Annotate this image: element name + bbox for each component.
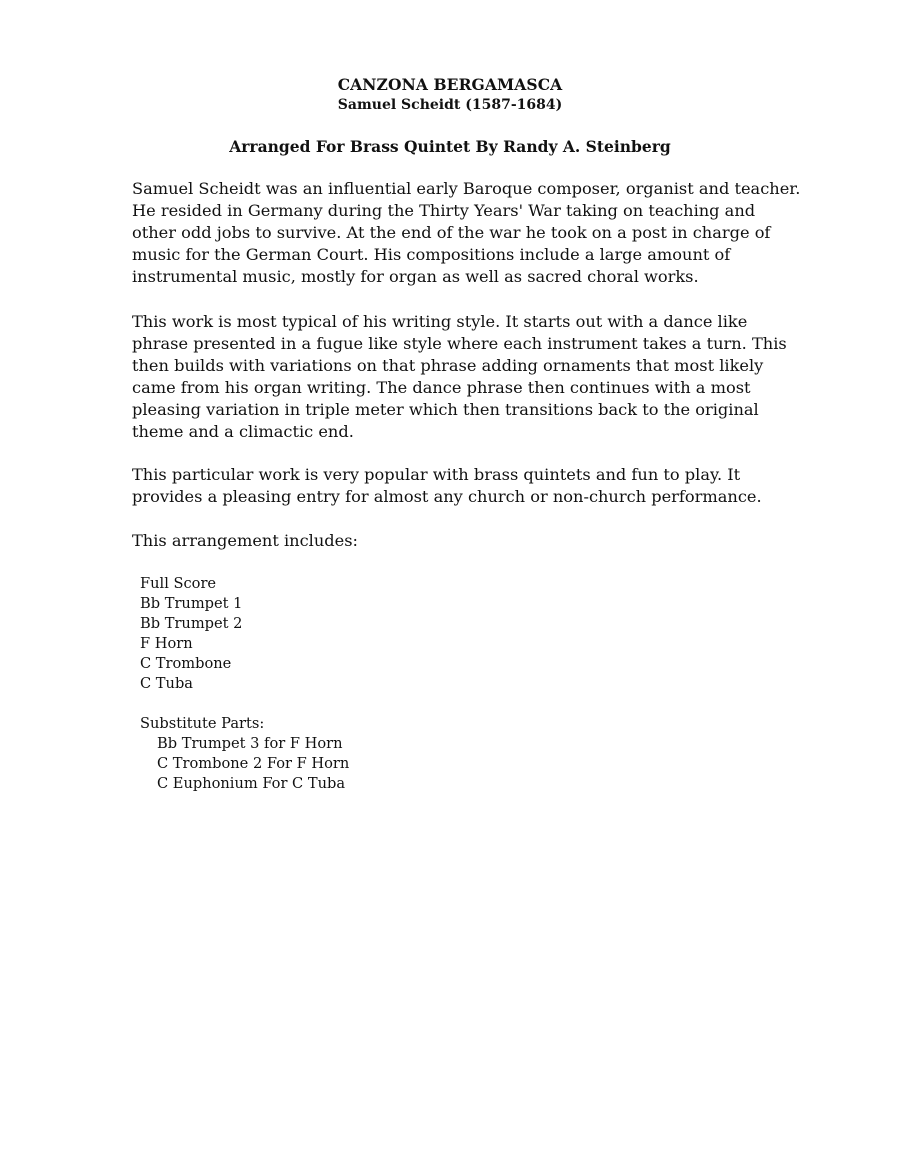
- list-item: C Euphonium For C Tuba: [157, 775, 346, 792]
- substitute-parts-list: [157, 734, 349, 794]
- list-item: Bb Trumpet 3 for F Horn: [157, 735, 343, 752]
- list-item: C Tuba: [140, 675, 193, 692]
- list-item: C Trombone: [140, 655, 232, 672]
- parts-list: [140, 574, 242, 694]
- composer-line: Samuel Scheidt (1587-1684): [337, 97, 563, 113]
- list-item: Bb Trumpet 2: [140, 615, 243, 632]
- paragraph-popularity: This particular work is very popular with brass quintets and fun to play. It provides a pleasing entry for almost any church or non-church performance.: [132, 465, 762, 506]
- list-item: F Horn: [140, 635, 193, 652]
- list-item: Bb Trumpet 1: [140, 595, 243, 612]
- paragraph-biography: Samuel Scheidt was an influential early Baroque composer, organist and teacher. He resided in Germany during the Thirty Years' War taking on teaching and other odd jobs to survive. At the end of the war he took on a post in charge of music for the German Court. His compositions include a large amount of instrumental music, mostly for organ as well as sacred choral works.: [132, 179, 801, 286]
- paragraph-includes-intro: This arrangement includes:: [132, 531, 358, 550]
- piece-title: CANZONA BERGAMASCA: [337, 75, 563, 94]
- list-item: Full Score: [140, 575, 217, 592]
- substitute-parts-label: Substitute Parts:: [140, 715, 265, 732]
- arranger-line: Arranged For Brass Quintet By Randy A. Steinberg: [229, 137, 671, 156]
- paragraph-work-description: This work is most typical of his writing style. It starts out with a dance like phrase presented in a fugue like style where each instrument takes a turn. This then builds with variations on that phrase adding ornaments that most likely came from his organ writing. The dance phrase then continues with a most pleasing variation in triple meter which then transitions back to the original theme and a climactic end.: [132, 312, 787, 441]
- list-item: C Trombone 2 For F Horn: [157, 755, 350, 772]
